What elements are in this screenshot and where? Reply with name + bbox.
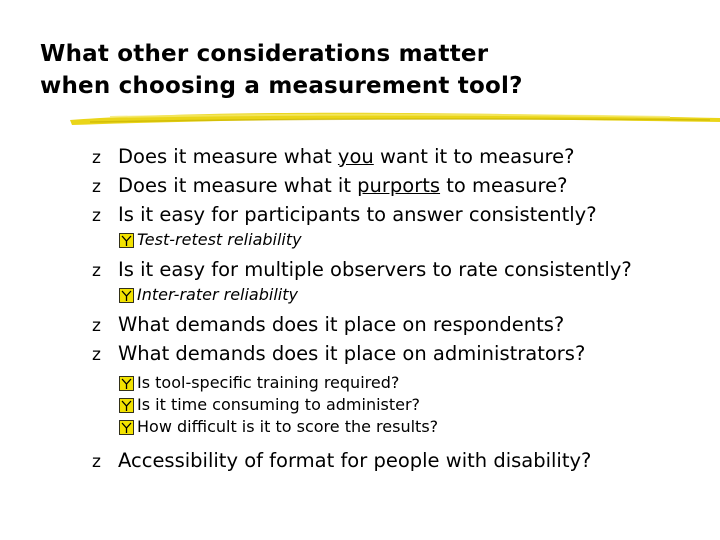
y-box-bullet-icon xyxy=(119,398,137,413)
sub-list-item xyxy=(119,372,712,394)
bullet-text-part: Does it measure what xyxy=(118,145,338,168)
sub-bullet-text: Test-retest reliability xyxy=(137,230,302,249)
slide-title-line-2: when choosing a measurement tool? xyxy=(40,73,523,99)
bullet-text xyxy=(118,171,567,200)
y-box-bullet-icon xyxy=(119,288,137,303)
z-bullet-icon: z xyxy=(92,452,101,472)
list-item xyxy=(92,446,712,475)
sub-list-item xyxy=(119,284,712,306)
z-bullet-icon: z xyxy=(92,206,101,226)
underlined-word: you xyxy=(337,145,374,168)
bullet-text: Is it easy for multiple observers to rate consistently? xyxy=(118,258,632,281)
bullet-text: Accessibility of format for people with disability? xyxy=(118,449,592,472)
z-bullet-icon: z xyxy=(92,261,101,281)
list-item xyxy=(92,200,712,229)
sub-bullet-text: Is tool-specific training required? xyxy=(137,373,400,392)
bullet-list xyxy=(92,142,712,475)
bullet-text: Is it easy for participants to answer consistently? xyxy=(118,203,597,226)
bullet-text xyxy=(118,142,575,171)
slide-title xyxy=(40,38,523,102)
list-item xyxy=(92,310,712,339)
sub-bullet-text: Is it time consuming to administer? xyxy=(137,395,421,414)
z-bullet-icon: z xyxy=(92,177,101,197)
z-bullet-icon: z xyxy=(92,148,101,168)
bullet-text: What demands does it place on administrators? xyxy=(118,342,586,365)
y-box-bullet-icon xyxy=(119,233,137,248)
underlined-word: purports xyxy=(357,174,441,197)
z-bullet-icon: z xyxy=(92,345,101,365)
brush-stroke-rule xyxy=(70,106,720,128)
sub-list-item xyxy=(119,394,712,416)
list-item xyxy=(92,142,712,171)
y-box-bullet-icon xyxy=(119,420,137,435)
sub-list-item xyxy=(119,229,712,251)
y-box-bullet-icon xyxy=(119,376,137,391)
z-bullet-icon: z xyxy=(92,316,101,336)
list-item xyxy=(92,255,712,284)
sub-bullet-text: Inter-rater reliability xyxy=(137,285,298,304)
bullet-text-part: Does it measure what it xyxy=(118,174,358,197)
list-item xyxy=(92,171,712,200)
list-item xyxy=(92,339,712,368)
sub-bullet-text: How difficult is it to score the results? xyxy=(137,417,439,436)
sub-list-item xyxy=(119,416,712,438)
bullet-text: What demands does it place on respondents? xyxy=(118,313,565,336)
bullet-text-part: to measure? xyxy=(440,174,568,197)
slide-title-line-1: What other considerations matter xyxy=(40,41,489,67)
bullet-text-part: want it to measure? xyxy=(373,145,575,168)
